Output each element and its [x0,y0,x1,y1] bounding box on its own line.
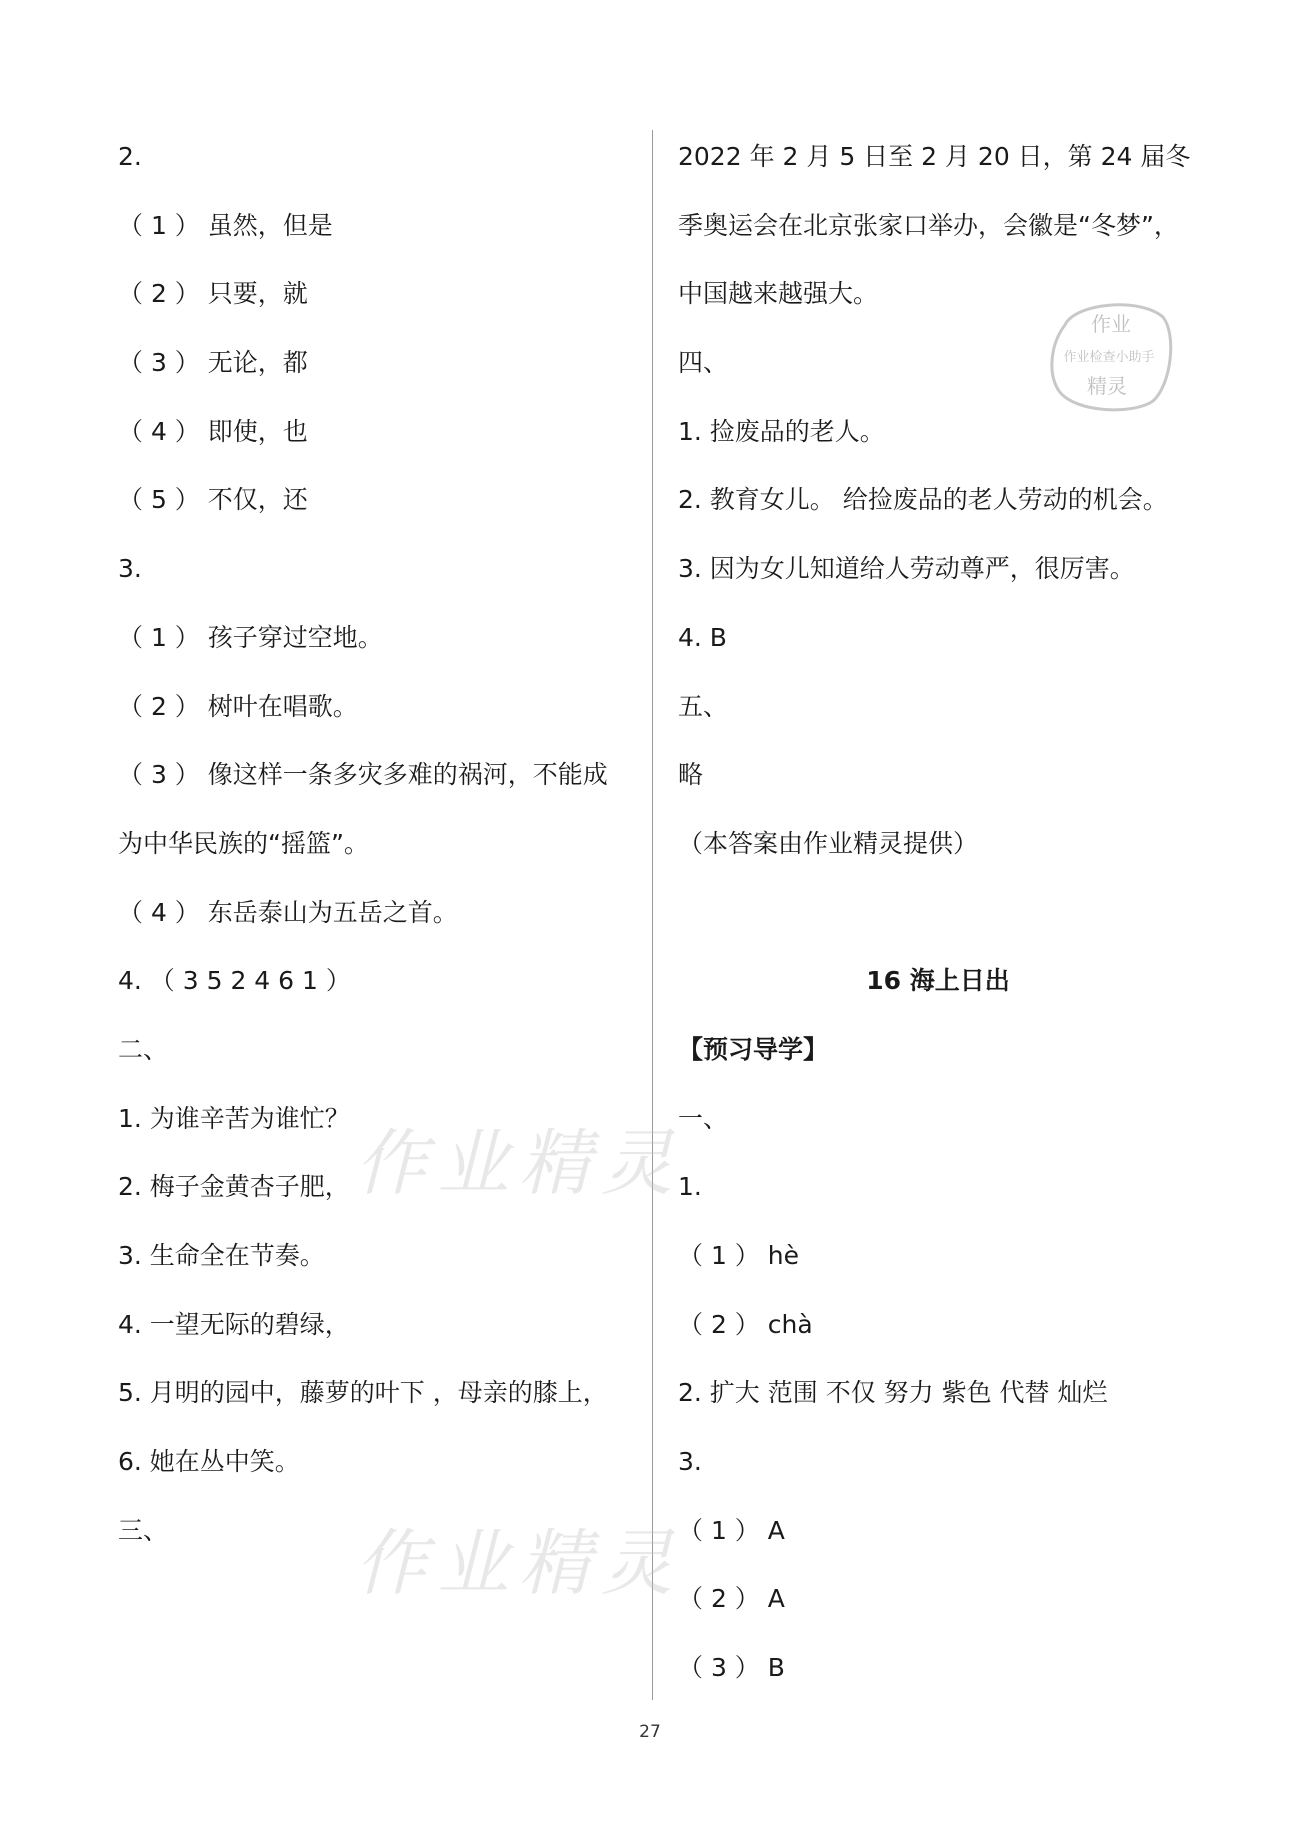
section-heading: 一、 [678,1103,729,1133]
stamp-bottom-text: 精灵 [1087,374,1127,398]
answer-line: 2022 年 2 月 5 日至 2 月 20 日，第 24 届冬 [678,142,1191,171]
answer-line: 3. [118,554,142,584]
section-label: 【预习导学】 [678,1034,829,1064]
answer-line: 为中华民族的“摇篮”。 [118,828,369,858]
answer-line: 中国越来越强大。 [678,279,879,309]
answer-line: 1. 捡废品的老人。 [678,416,885,446]
answer-line: （ 2 ） 树叶在唱歌。 [118,691,358,721]
answer-line: （ 1 ） hè [678,1241,799,1270]
answer-line: （ 2 ） A [678,1584,785,1614]
answer-line: 2. 教育女儿。 给捡废品的老人劳动的机会。 [678,485,1168,515]
section-heading: 三、 [118,1515,169,1545]
stamp-middle-text: 作业检查小助手 [1063,350,1155,365]
answer-line: 1. 为谁辛苦为谁忙？ [118,1103,350,1133]
answer-line: （ 1 ） A [678,1515,785,1545]
answer-line: 3. [678,1447,702,1477]
lesson-title: 16 海上日出 [866,966,1010,996]
watermark-text: 作业精灵 [355,1121,684,1205]
answer-line: 2. 扩大 范围 不仅 努力 紫色 代替 灿烂 [678,1378,1108,1408]
answer-line: （ 4 ） 东岳泰山为五岳之首。 [118,897,458,927]
blank-line [678,896,1198,965]
answer-line: 2. 梅子金黄杏子肥， [118,1172,350,1202]
page-number: 27 [639,1722,661,1742]
answer-line: （ 5 ） 不仅，还 [118,485,308,515]
answer-line: 1. [678,1172,702,1202]
answer-line: 4. 一望无际的碧绿， [118,1309,350,1339]
stamp-top-text: 作业 [1091,312,1131,336]
answer-line: 3. 因为女儿知道给人劳动尊严，很厉害。 [678,554,1135,584]
answer-line: （ 1 ） 虽然，但是 [118,210,333,240]
answer-line: 4. （ 3 5 2 4 6 1 ） [118,966,351,996]
left-answer-column [118,140,638,1582]
answer-line: （ 4 ） 即使，也 [118,416,308,446]
answer-line: （ 2 ） 只要，就 [118,279,308,309]
answer-line: 3. 生命全在节奏。 [118,1241,325,1270]
watermark-stamp-icon [1045,295,1175,415]
answer-source-note: （本答案由作业精灵提供） [678,828,979,858]
answer-line: （ 3 ） 像这样一条多灾多难的祸河，不能成 [118,760,608,790]
answer-line: 4. B [678,622,727,652]
answer-line: （ 3 ） B [678,1653,785,1683]
answer-line: 略 [678,760,704,790]
answer-line: 2. [118,142,142,171]
answer-line: （ 1 ） 孩子穿过空地。 [118,622,383,652]
section-heading: 四、 [678,348,729,378]
column-divider [652,130,653,1700]
watermark-text: 作业精灵 [355,1521,684,1605]
answer-line: 季奥运会在北京张家口举办，会徽是“冬梦”， [678,210,1179,240]
answer-line: （ 3 ） 无论，都 [118,348,308,378]
section-heading: 五、 [678,691,729,721]
section-heading: 二、 [118,1034,169,1064]
answer-line: 5. 月明的园中，藤萝的叶下 ，母亲的膝上， [118,1378,608,1408]
answer-line: （ 2 ） chà [678,1309,813,1339]
answer-line: 6. 她在丛中笑。 [118,1447,300,1477]
